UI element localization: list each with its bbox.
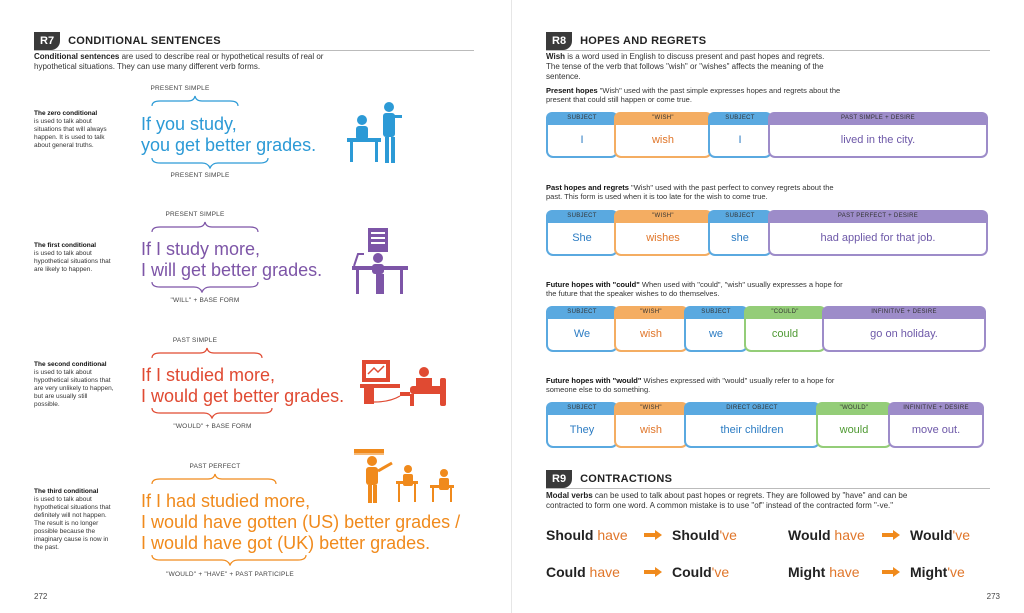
note-title: The second conditional [34,361,107,368]
row-heading-text: When used with "could", "wish" usually expresses a hope for the future that the speaker wishes to do themselves. [546,280,843,298]
piece-word: wish [614,125,712,158]
section-title: HOPES AND REGRETS [580,35,707,47]
note-title: The first conditional [34,242,97,249]
suffix: 've [947,564,965,580]
piece-label: SUBJECT [684,306,748,319]
piece-label: SUBJECT [708,112,772,125]
row-heading-text: "Wish" used with the past perfect to convey regrets about the past. This form is used when it is too late for the wish to come true. [546,183,834,201]
brace-label-top: PRESENT SIMPLE [165,211,225,218]
sentence-piece [546,306,618,354]
first-conditional-note [34,242,114,274]
brace-bottom [150,281,260,293]
reading-at-desk-illustration [350,226,410,296]
piece-word: She [546,223,618,256]
classroom-illustration [352,445,464,505]
sentence-line: If I studied more, [141,365,276,385]
piece-word: wishes [614,223,712,256]
sentence-piece [816,402,892,450]
puzzle-row-present [546,112,984,160]
zero-conditional-note [34,110,114,150]
contraction-short [672,527,737,543]
contraction-long [788,527,865,543]
sentence-piece [708,112,772,160]
sentence-piece [684,402,820,450]
piece-word: wish [614,319,688,352]
modal-word: Might [788,564,826,580]
sentence-line: If you study, [141,114,237,134]
sentence-piece [614,210,712,258]
piece-label: SUBJECT [546,210,618,223]
modal-word: Would [788,527,831,543]
piece-word: had applied for that job. [768,223,988,256]
brace-label-top: PAST SIMPLE [172,337,218,344]
piece-word: We [546,319,618,352]
piece-word: would [816,415,892,448]
sentence-piece [768,210,988,258]
piece-word: I [546,125,618,158]
sentence-piece [546,210,618,258]
sentence-line: you get better grades. [141,135,317,155]
page-number: 272 [34,592,48,601]
piece-label: SUBJECT [546,112,618,125]
modal-word: Could [672,564,712,580]
sentence-line: I would get better grades. [141,386,345,406]
modal-word: Could [546,564,586,580]
study-at-desk-illustration [345,100,405,166]
piece-label: PAST PERFECT + DESIRE [768,210,988,223]
row-heading-bold: Future hopes with "could" [546,280,640,289]
sentence-line: If I had studied more, [141,491,311,511]
piece-label: PAST SIMPLE + DESIRE [768,112,988,125]
contraction-long [788,564,860,580]
brace-bottom [150,407,275,419]
sentence-piece [546,402,618,450]
suffix: 've [719,527,737,543]
puzzle-row-past [546,210,984,258]
note-title: The third conditional [34,488,99,495]
sentence-piece [744,306,826,354]
section-intro [546,52,826,82]
second-conditional-note [34,361,114,409]
piece-word: could [744,319,826,352]
example-sentence [141,114,316,156]
piece-word: move out. [888,415,984,448]
note-text: is used to talk about situations that will always happen. It is used to talk about general truths. [34,118,107,149]
puzzle-row-would [546,402,980,450]
row-heading [546,86,846,104]
intro-bold: Modal verbs [546,491,593,500]
row-heading-bold: Future hopes with "would" [546,376,642,385]
note-text: is used to talk about hypothetical situations that definitely will not happen. The result is no longer possible because the imaginary cause is now in the past. [34,496,111,551]
example-sentence [141,365,344,407]
modal-word: Should [546,527,594,543]
section-title: CONTRACTIONS [580,473,673,485]
suffix: 've [952,527,970,543]
row-heading [546,376,846,394]
contraction-short [910,527,970,543]
piece-word: go on holiday. [822,319,986,352]
section-intro [546,491,916,511]
brace-label-top: PRESENT SIMPLE [150,85,210,92]
section-divider [546,488,990,489]
piece-label: SUBJECT [708,210,772,223]
piece-label: "WISH" [614,112,712,125]
section-tag: R7 [34,32,60,50]
brace-top [150,95,240,107]
piece-label: "COULD" [744,306,826,319]
section-title: CONDITIONAL SENTENCES [68,35,221,47]
puzzle-row-could [546,306,982,354]
piece-label: "WISH" [614,306,688,319]
section-header-r9 [546,470,672,488]
piece-word: I [708,125,772,158]
piece-word: their children [684,415,820,448]
intro-text: are used to describe real or hypothetical results of real or hypothetical situations. They can use many different verb forms. [34,52,324,71]
row-heading-bold: Present hopes [546,86,598,95]
section-intro [34,52,334,72]
sentence-piece [708,210,772,258]
have-word: have [589,564,620,580]
row-heading-bold: Past hopes and regrets [546,183,629,192]
intro-bold: Wish [546,52,566,61]
note-title: The zero conditional [34,110,98,117]
modal-word: Would [910,527,953,543]
note-text: is used to talk about hypothetical situations that are very unlikely to happen, but are usually still possible. [34,369,114,408]
brace-top [150,221,260,233]
section-header-r7 [34,32,221,50]
sentence-piece [768,112,988,160]
row-heading-text: "Wish" used with the past simple expresses hopes and regrets about the present that could still happen or come true. [546,86,841,104]
contraction-long [546,564,620,580]
note-text: is used to talk about hypothetical situations that are likely to happen. [34,250,111,273]
sentence-line: I will get better grades. [141,260,323,280]
sentence-piece [614,402,688,450]
row-heading [546,280,846,298]
contraction-short [910,564,965,580]
sentence-line: If I study more, [141,239,261,259]
gaming-at-computer-illustration [360,356,450,408]
piece-label: "WOULD" [816,402,892,415]
piece-label: "WISH" [614,210,712,223]
piece-label: INFINITIVE + DESIRE [822,306,986,319]
piece-word: wish [614,415,688,448]
example-sentence [141,239,322,281]
brace-bottom [150,554,310,566]
suffix: 've [711,564,730,580]
third-conditional-note [34,488,114,552]
arrow-right-icon [882,530,900,540]
modal-word: Might [910,564,948,580]
intro-bold: Conditional sentences [34,52,120,61]
row-heading-text: Wishes expressed with "would" usually refer to a hope for someone else to do something. [546,376,835,394]
section-divider [546,50,990,51]
brace-label-bottom: "WOULD" + BASE FORM [173,423,252,430]
section-header-r8 [546,32,706,50]
arrow-right-icon [644,530,662,540]
right-page [512,0,1024,613]
sentence-piece [614,306,688,354]
piece-label: "WISH" [614,402,688,415]
piece-label: DIRECT OBJECT [684,402,820,415]
brace-label-bottom: "WILL" + BASE FORM [170,297,240,304]
sentence-piece [684,306,748,354]
sentence-piece [888,402,984,450]
have-word: have [597,527,628,543]
brace-bottom [150,157,270,169]
section-tag: R9 [546,470,572,488]
contraction-short [672,564,729,580]
section-tag: R8 [546,32,572,50]
sentence-line: I would have got (UK) better grades. [141,533,431,553]
sentence-piece [546,112,618,160]
arrow-right-icon [882,567,900,577]
brace-label-bottom: PRESENT SIMPLE [170,172,230,179]
sentence-piece [614,112,712,160]
section-divider [34,50,474,51]
sentence-piece [822,306,986,354]
modal-word: Should [672,527,720,543]
piece-word: lived in the city. [768,125,988,158]
row-heading [546,183,846,201]
brace-label-top: PAST PERFECT [189,463,241,470]
arrow-right-icon [644,567,662,577]
brace-top [150,473,280,485]
contraction-long [546,527,628,543]
have-word: have [834,527,865,543]
piece-label: INFINITIVE + DESIRE [888,402,984,415]
piece-label: SUBJECT [546,402,618,415]
intro-text: is a word used in English to discuss present and past hopes and regrets. The tense of the verb that follows "wish" or "wishes" affects the meaning of the sentence. [546,52,825,81]
brace-top [150,347,265,359]
intro-text: can be used to talk about past hopes or regrets. They are followed by "have" and can be contracted to form one word. A common mistake is to use "of" instead of the contracted form "-ve." [546,491,908,510]
brace-label-bottom: "WOULD" + "HAVE" + PAST PARTICIPLE [166,571,294,578]
piece-word: They [546,415,618,448]
piece-label: SUBJECT [546,306,618,319]
piece-word: she [708,223,772,256]
piece-word: we [684,319,748,352]
page-number: 273 [986,592,1000,601]
sentence-line: I would have gotten (US) better grades / [141,512,461,532]
have-word: have [829,564,860,580]
